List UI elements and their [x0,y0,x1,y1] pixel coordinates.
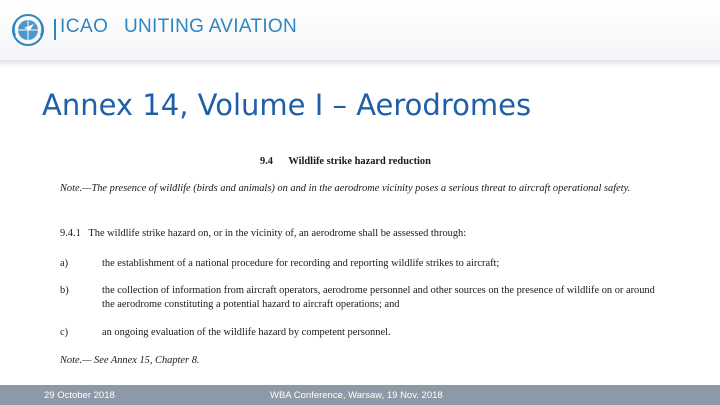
icao-logo-text: ICAO [60,16,109,37]
reference-note: Note.— See Annex 15, Chapter 8. [60,355,200,366]
logo-separator [54,19,56,40]
list-item [60,326,656,340]
list-item-text: the establishment of a national procedure for recording and reporting wildlife strikes to aircraft; [102,258,500,269]
standard-paragraph [60,228,466,239]
list-marker: c) [60,327,69,338]
section-title: Wildlife strike hazard reduction [288,156,431,167]
list-marker: b) [60,285,69,296]
tagline: UNITING AVIATION [124,16,297,37]
section-number: 9.4 [260,156,273,167]
note-paragraph: Note.—The presence of wildlife (birds and animals) on and in the aerodrome vicinity poses a serious threat to aircraft operational safety. [60,183,631,194]
footer-date: 29 October 2018 [44,390,115,401]
list-item [60,284,656,311]
paragraph-text: The wildlife strike hazard on, or in the vicinity of, an aerodrome shall be assessed through: [88,228,467,239]
section-heading [260,156,431,167]
list-item-text: the collection of information from aircraft operators, aerodrome personnel and other sources on the presence of wildlife on or around the aerodrome constituting a potential hazard to aircraft operations; and [102,285,655,310]
list-marker: a) [60,258,69,269]
header-divider [0,60,720,68]
footer-event: WBA Conference, Warsaw, 19 Nov. 2018 [270,390,443,401]
paragraph-number: 9.4.1 [60,228,81,239]
list-item-text: an ongoing evaluation of the wildlife hazard by competent personnel. [102,327,391,338]
footer-bar [0,385,720,405]
icao-emblem-icon [10,12,46,48]
slide-title: Annex 14, Volume I – Aerodromes [42,88,532,122]
list-item [60,257,656,271]
